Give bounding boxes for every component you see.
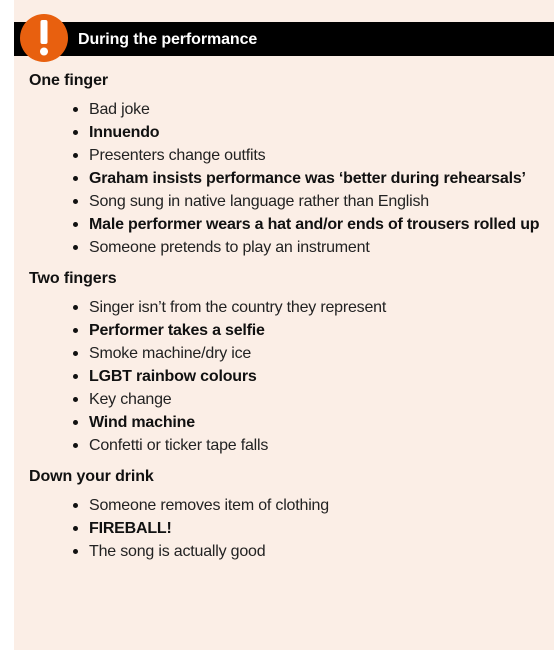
bullet-icon [73,420,78,425]
bullet-icon [73,374,78,379]
bullet-icon [73,443,78,448]
section-one-finger [29,70,544,259]
item-list [29,98,544,259]
item-text: Someone pretends to play an instrument [89,239,370,256]
item-text: Presenters change outfits [89,147,266,164]
item-text: FIREBALL! [89,520,172,537]
item-text: LGBT rainbow colours [89,368,257,385]
bullet-icon [73,107,78,112]
bullet-icon [73,153,78,158]
bullet-icon [73,305,78,310]
list-item [73,236,544,259]
bullet-icon [73,503,78,508]
list-item [73,144,544,167]
list-item [73,411,544,434]
item-text: Smoke machine/dry ice [89,345,252,362]
list-item [73,190,544,213]
item-text: Key change [89,391,172,408]
bullet-icon [73,222,78,227]
list-item [73,365,544,388]
list-item [73,342,544,365]
item-list [29,494,544,563]
list-item [73,388,544,411]
list-item [73,167,544,190]
bullet-icon [73,397,78,402]
list-item [73,296,544,319]
list-item [73,434,544,457]
section-heading: Down your drink [29,468,154,485]
item-text: Wind machine [89,414,195,431]
bullet-icon [73,176,78,181]
item-list [29,296,544,457]
list-item [73,213,544,236]
item-text: Graham insists performance was ‘better during rehearsals’ [89,170,526,187]
item-text: Singer isn’t from the country they represent [89,299,387,316]
list-item [73,540,544,563]
bullet-icon [73,351,78,356]
bullet-icon [73,328,78,333]
list-item [73,494,544,517]
list-item [73,98,544,121]
header-title: During the performance [78,31,258,48]
item-text: Song sung in native language rather than English [89,193,429,210]
bullet-icon [73,199,78,204]
list-item [73,319,544,342]
content [29,70,544,572]
bullet-icon [73,549,78,554]
item-text: Confetti or ticker tape falls [89,437,269,454]
item-text: The song is actually good [89,543,266,560]
list-item [73,517,544,540]
item-text: Bad joke [89,101,150,118]
bullet-icon [73,526,78,531]
item-text: Performer takes a selfie [89,322,265,339]
section-two-fingers [29,268,544,457]
section-heading: Two fingers [29,270,117,287]
item-text: Innuendo [89,124,160,141]
bullet-icon [73,245,78,250]
section-down-your-drink [29,466,544,563]
item-text: Male performer wears a hat and/or ends of trousers rolled up [89,216,540,233]
section-heading: One finger [29,72,109,89]
item-text: Someone removes item of clothing [89,497,329,514]
list-item [73,121,544,144]
exclamation-icon [19,13,69,63]
bullet-icon [73,130,78,135]
